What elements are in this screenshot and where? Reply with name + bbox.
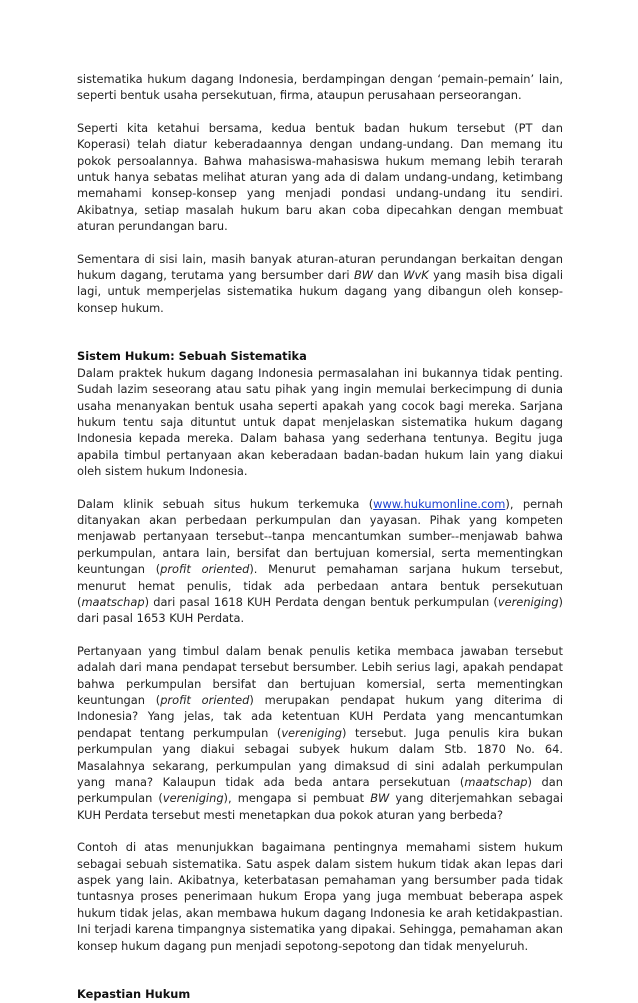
hukumonline-link[interactable]: www.hukumonline.com [373, 496, 506, 511]
paragraph-pertanyaan [77, 643, 563, 823]
text-run: ). Menurut pemahaman sarjana hukum tersebut, menurut hemat penulis, tidak ada perbedaan antara bentuk persekutuan ( [77, 562, 564, 609]
document-body [77, 71, 563, 1003]
italic-term: profit oriented [160, 562, 250, 577]
italic-term: maatschap [464, 775, 528, 790]
text-run: ) merupakan pendapat hukum yang diterima di Indonesia? Yang jelas, tak ada ketentuan KUH Perdata yang mencantumkan pendapat tentang perkumpulan ( [77, 693, 563, 740]
text-run: ) dari pasal 1618 KUH Perdata dengan bentuk perkumpulan ( [144, 594, 498, 609]
paragraph-text: sistematika hukum dagang Indonesia, berdampingan dengan ‘pemain-pemain’ lain, seperti bentuk usaha persekutuan, firma, ataupun perusahaan perseorangan. [77, 72, 563, 103]
paragraph-klinik [77, 496, 563, 627]
paragraph-contoh [77, 839, 563, 954]
paragraph-text: Dalam praktek hukum dagang Indonesia permasalahan ini bukannya tidak penting. Sudah lazim seseorang atau satu pihak yang ingin memulai berkecimpung di dunia usaha menanyakan bentuk usaha seperti apakah yang cocok bagi mereka. Sarjana hukum tentu saja dituntut untuk dapat menjelaskan sistematika hukum dagang Indonesia kepada mereka. Dalam bahasa yang sederhana tentunya. Begitu juga apabila timbul pertanyaan akan keberadaan badan-badan hukum lain yang diakui oleh sistem hukum Indonesia. [77, 365, 563, 479]
text-run: ) dari pasal 1653 KUH Perdata. [77, 594, 563, 626]
paragraph-text: Contoh di atas menunjukkan bagaimana pentingnya memahami sistem hukum sebagai sebuah sistematika. Satu aspek dalam sistem hukum tidak akan lepas dari aspek yang lain. Akibatnya, keterbatasan pemahaman yang bersumber pada tidak tuntasnya proses penerimaan hukum Eropa yang juga membuat beberapa aspek hukum tidak jelas, akan membawa hukum dagang Indonesia ke arah ketidakpastian. Ini terjadi karena timpangnya sistematika yang dipakai. Sehingga, pemahaman akan konsep hukum dagang pun menjadi sepotong-sepotong dan tidak menyeluruh. [77, 840, 563, 953]
italic-term: WvK [403, 268, 429, 283]
italic-term: vereniging [162, 791, 224, 806]
italic-term: BW [353, 268, 374, 283]
text-run: Pertanyaan yang timbul dalam benak penulis ketika membaca jawaban tersebut adalah dari mana pendapat tersebut bersumber. Lebih serius lagi, apakah pendapat bahwa perkumpulan bersifat dan bertujuan komersial, serta mementingkan keuntungan ( [77, 643, 563, 707]
paragraph-praktek [77, 365, 563, 480]
italic-term: maatschap [81, 594, 145, 609]
paragraph-intro-continued [77, 71, 563, 104]
section-heading-kepastian-hukum: Kepastian Hukum [77, 987, 191, 1002]
paragraph-pt-koperasi [77, 120, 563, 235]
text-run: Dalam klinik sebuah situs hukum terkemuka ( [77, 496, 374, 511]
italic-term: vereniging [497, 594, 559, 609]
text-run: ), pernah ditanyakan akan perbedaan perkumpulan dan yayasan. Pihak yang kompeten menjawab pertanyaan tersebut--tanpa mencantumkan sumber--menjawab bahwa perkumpulan, antara lain, bersifat dan bertujuan komersial, serta mementingkan keuntungan ( [77, 496, 563, 577]
text-run: yang masih bisa digali lagi, untuk memperjelas sistematika hukum dagang yang dibangun oleh konsep-konsep hukum. [77, 268, 564, 315]
italic-term: profit oriented [160, 693, 250, 707]
italic-term: BW [370, 791, 390, 806]
text-run: ) dan perkumpulan ( [77, 775, 563, 806]
text-run: yang diterjemahkan sebagai KUH Perdata tersebut mesti menetapkan dua pokok aturan yang berbeda? [77, 791, 563, 822]
text-run: dan [373, 268, 404, 283]
text-run: ), mengapa si pembuat [223, 791, 371, 806]
paragraph-text: Seperti kita ketahui bersama, kedua bentuk badan hukum tersebut (PT dan Koperasi) telah diatur keberadaannya dengan undang-undang. Dan memang itu pokok persoalannya. Bahwa mahasiswa-mahasiswa hukum memang lebih terarah untuk hanya sebatas melihat aturan yang ada di dalam undang-undang, ketimbang memahami konsep-konsep yang menjadi pondasi undang-undang itu sendiri. Akibatnya, setiap masalah hukum baru akan coba dipecahkan dengan membuat aturan perundangan baru. [77, 120, 563, 234]
italic-term: vereniging [281, 725, 342, 740]
text-run: ) tersebut. Juga penulis kira bukan perkumpulan yang diakui sebagai subyek hukum dalam Stb. 1870 No. 64. Masalahnya sekarang, perkumpulan yang dimaksud di sini adalah perkumpulan yang mana? Kalaupun tidak ada beda antara persekutuan ( [77, 725, 563, 790]
section-heading-sistem-hukum: Sistem Hukum: Sebuah Sistematika [77, 349, 307, 364]
text-run: Sementara di sisi lain, masih banyak aturan-aturan perundangan berkaitan dengan hukum dagang, terutama yang bersumber dari [77, 251, 563, 283]
paragraph-sementara [77, 251, 563, 317]
